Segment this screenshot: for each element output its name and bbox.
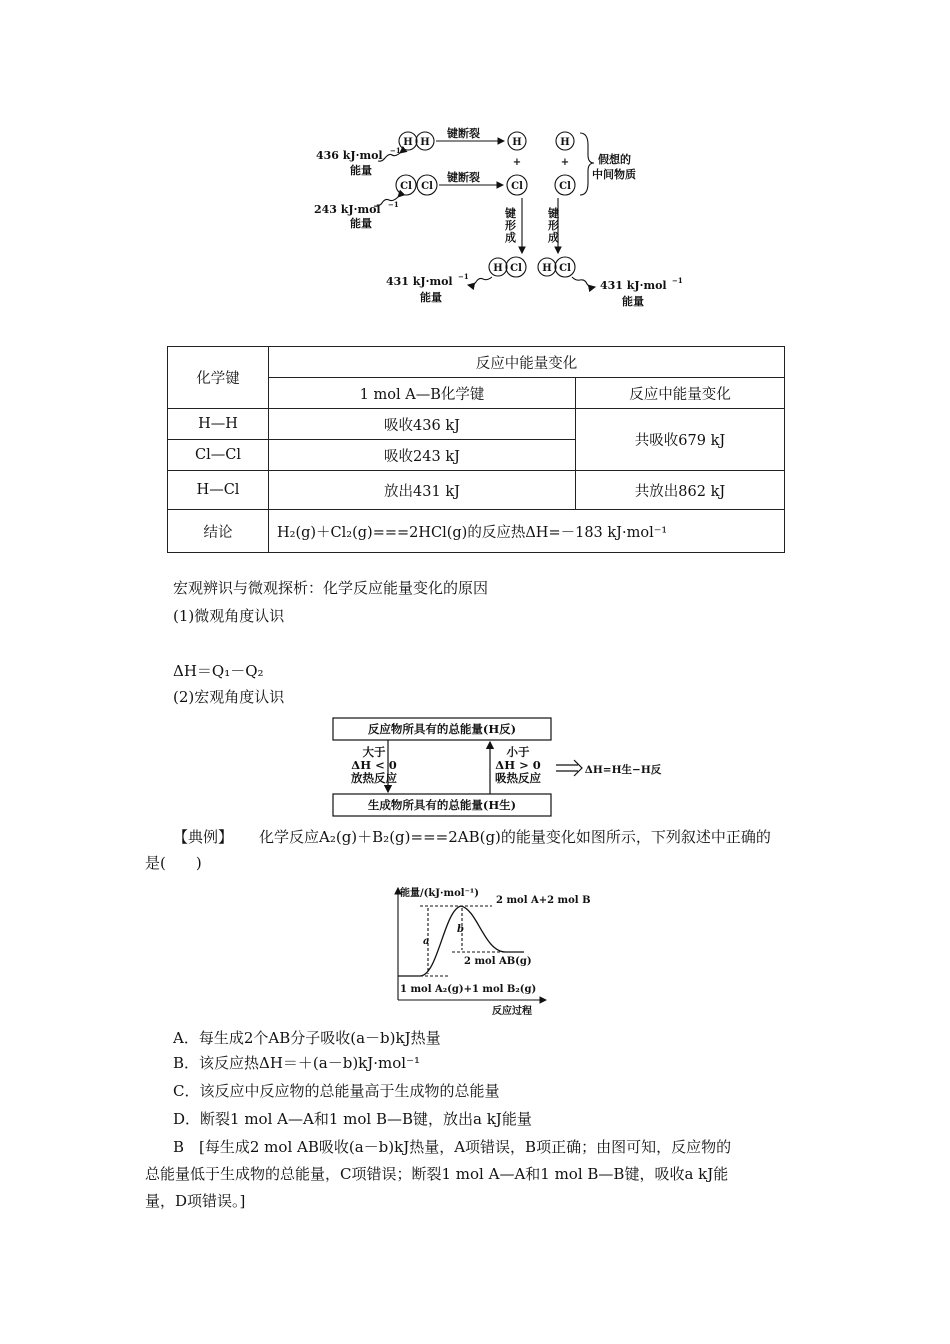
left-label: 大于	[362, 745, 386, 759]
header-energy-change: 反应中能量变化	[269, 347, 785, 378]
reactant-total-energy: 反应物所具有的总能量(H反)	[367, 722, 517, 736]
answer-line: B [每生成2 mol AB吸收(a－b)kJ热量，A项错误，B项正确；由图可知，反应物的	[173, 1138, 732, 1156]
atom-h: H	[560, 137, 570, 148]
right-label: 小于	[506, 745, 530, 759]
table-row-value: 吸收243 kJ	[269, 440, 576, 471]
delta-h-result: ΔH=H生−H反	[584, 764, 662, 776]
x-axis-label: 反应过程	[492, 1006, 532, 1017]
table-row-bond: Cl—Cl	[168, 440, 269, 471]
hypothetical-label: 中间物质	[592, 168, 636, 181]
plus-sign: +	[560, 157, 570, 168]
right-label: ΔH > 0	[495, 758, 541, 772]
top-level-label: 2 mol A+2 mol B	[496, 895, 591, 906]
atom-cl: Cl	[559, 181, 571, 192]
energy-hcl: 431 kJ·mol	[386, 275, 453, 288]
energy-hcl-right: 431 kJ·mol	[600, 279, 667, 292]
macro-energy-diagram	[330, 716, 670, 820]
atom-h: H	[420, 137, 430, 148]
energy-profile-chart	[380, 882, 612, 1018]
conclusion-label: 结论	[168, 510, 269, 553]
table-row-value: 放出431 kJ	[269, 471, 576, 510]
bond-energy-diagram	[300, 125, 690, 315]
table-row-bond: H—H	[168, 409, 269, 440]
energy-hh: 436 kJ·mol	[316, 149, 383, 162]
b-label: b	[457, 924, 464, 935]
atom-cl: Cl	[511, 181, 523, 192]
hypothetical-label: 假想的	[598, 153, 631, 166]
subheader-change: 反应中能量变化	[576, 378, 785, 409]
form-label: 键	[505, 207, 516, 220]
break-label: 键断裂	[447, 127, 480, 140]
right-label: 吸热反应	[495, 771, 541, 785]
plus-sign: +	[512, 157, 522, 168]
left-label: ΔH < 0	[351, 758, 397, 772]
example-stem-line1: 化学反应A₂(g)＋B₂(g)===2AB(g)的能量变化如图所示，下列叙述中正确的	[259, 828, 771, 846]
subsection-micro: (1)微观角度认识	[173, 607, 285, 625]
answer-line: 总能量低于生成物的总能量，C项错误；断裂1 mol A—A和1 mol B—B键，吸收a kJ能	[145, 1165, 729, 1183]
energy-word: 能量	[350, 217, 372, 230]
total-absorb: 共吸收679 kJ	[576, 409, 785, 471]
example-stem-line2: 是( )	[145, 854, 202, 872]
atom-cl: Cl	[400, 181, 412, 192]
option-a: A．每生成2个AB分子吸收(a－b)kJ热量	[173, 1029, 441, 1047]
answer-line: 量，D项错误。]	[145, 1192, 246, 1210]
bottom-level-label: 1 mol A₂(g)+1 mol B₂(g)	[400, 984, 537, 995]
subheader-per-mol: 1 mol A—B化学键	[269, 378, 576, 409]
example-tag: 【典例】	[173, 828, 234, 846]
svg-text:−1: −1	[672, 276, 683, 285]
energy-word: 能量	[622, 295, 644, 308]
energy-clcl: 243 kJ·mol	[314, 203, 381, 216]
form-label: 成	[548, 231, 559, 244]
atom-h: H	[542, 263, 552, 274]
option-d: D．断裂1 mol A—A和1 mol B—B键，放出a kJ能量	[173, 1110, 532, 1128]
atom-cl: Cl	[510, 263, 522, 274]
table-row-value: 吸收436 kJ	[269, 409, 576, 440]
atom-h: H	[403, 137, 413, 148]
y-axis-label: 能量/(kJ·mol⁻¹)	[400, 888, 479, 899]
form-label: 形	[548, 219, 559, 232]
atom-cl: Cl	[559, 263, 571, 274]
form-label: 键	[548, 207, 559, 220]
conclusion-text: H₂(g)＋Cl₂(g)===2HCl(g)的反应热ΔH=－183 kJ·mol⁻¹	[269, 510, 785, 553]
energy-word: 能量	[350, 164, 372, 177]
a-label: a	[423, 936, 430, 947]
total-release: 共放出862 kJ	[576, 471, 785, 510]
form-label: 形	[505, 219, 516, 232]
energy-word: 能量	[420, 291, 442, 304]
left-label: 放热反应	[351, 771, 397, 785]
svg-text:−1: −1	[458, 272, 469, 281]
atom-cl: Cl	[421, 181, 433, 192]
table-row-bond: H—Cl	[168, 471, 269, 510]
option-b: B．该反应热ΔH＝＋(a－b)kJ·mol⁻¹	[173, 1054, 421, 1072]
delta-h-formula: ΔH＝Q₁－Q₂	[173, 662, 264, 680]
bond-energy-table	[167, 346, 785, 553]
form-label: 成	[505, 231, 516, 244]
section-heading: 宏观辨识与微观探析：化学反应能量变化的原因	[173, 579, 489, 597]
mid-level-label: 2 mol AB(g)	[464, 956, 532, 967]
svg-text:−1: −1	[388, 200, 399, 209]
svg-text:−1: −1	[390, 146, 401, 155]
header-bond: 化学键	[168, 347, 269, 409]
break-label: 键断裂	[447, 171, 480, 184]
subsection-macro: (2)宏观角度认识	[173, 688, 285, 706]
atom-h: H	[493, 263, 503, 274]
product-total-energy: 生成物所具有的总能量(H生)	[367, 798, 517, 812]
atom-h: H	[512, 137, 522, 148]
option-c: C．该反应中反应物的总能量高于生成物的总能量	[173, 1082, 500, 1100]
